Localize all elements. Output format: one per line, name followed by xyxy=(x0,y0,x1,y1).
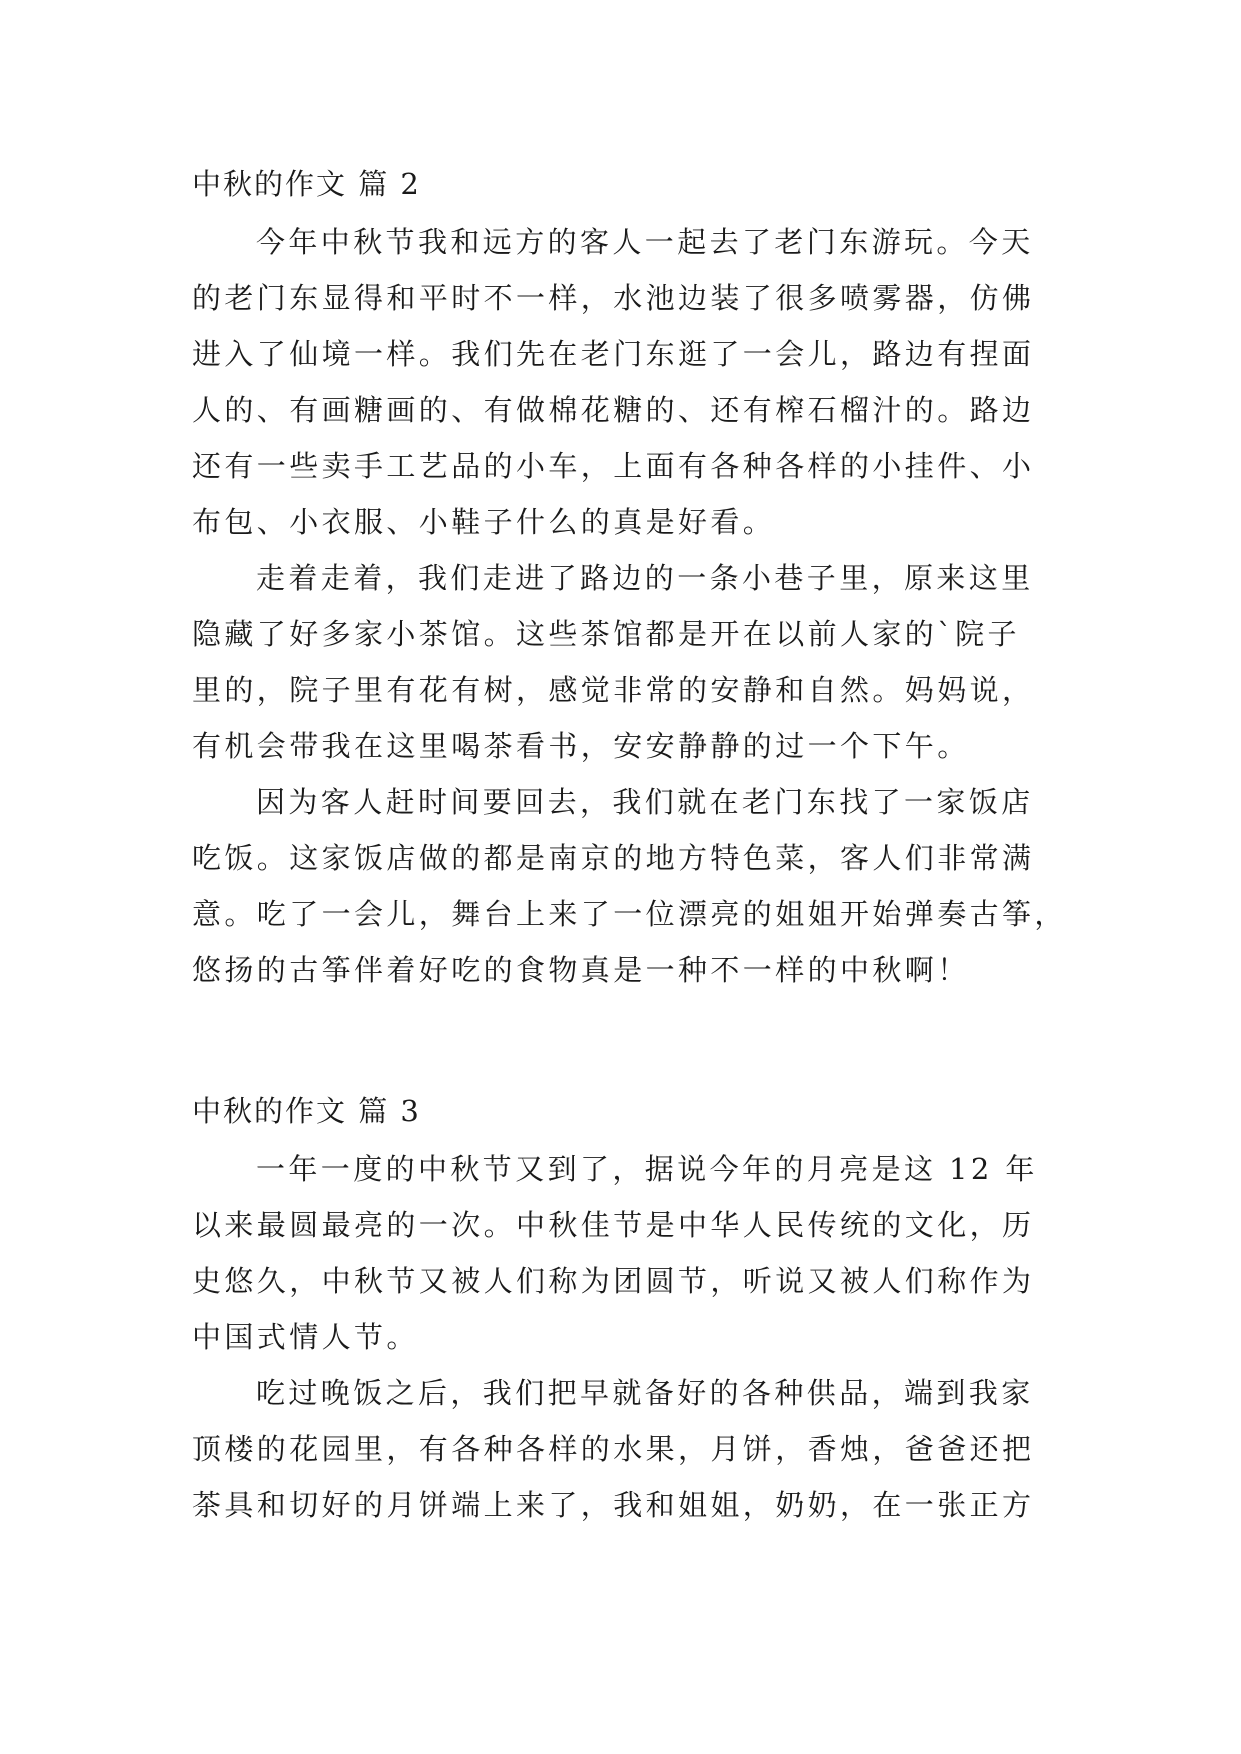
text-line: 以来最圆最亮的一次。中秋佳节是中华人民传统的文化，历 xyxy=(192,1208,1035,1242)
text-line: 走着走着，我们走进了路边的一条小巷子里，原来这里 xyxy=(256,561,1034,595)
text-line: 意。吃了一会儿，舞台上来了一位漂亮的姐姐开始弹奏古筝， xyxy=(192,897,1067,931)
text-line: 里的，院子里有花有树，感觉非常的安静和自然。妈妈说， xyxy=(192,673,1035,707)
text-line: 今年中秋节我和远方的客人一起去了老门东游玩。今天 xyxy=(256,225,1034,259)
text-line: 一年一度的中秋节又到了，据说今年的月亮是这 12 年 xyxy=(256,1152,1038,1186)
text-line: 人的、有画糖画的、有做棉花糖的、还有榨石榴汁的。路边 xyxy=(192,393,1035,427)
text-line: 顶楼的花园里，有各种各样的水果，月饼，香烛，爸爸还把 xyxy=(192,1432,1035,1466)
text-line: 吃过晚饭之后，我们把早就备好的各种供品，端到我家 xyxy=(256,1376,1034,1410)
section-heading: 中秋的作文 篇 3 xyxy=(192,1094,421,1128)
text-line: 隐藏了好多家小茶馆。这些茶馆都是开在以前人家的`院子 xyxy=(192,617,1020,651)
text-line: 进入了仙境一样。我们先在老门东逛了一会儿，路边有捏面 xyxy=(192,337,1035,371)
text-line: 有机会带我在这里喝茶看书，安安静静的过一个下午。 xyxy=(192,729,970,763)
text-line: 的老门东显得和平时不一样，水池边装了很多喷雾器，仿佛 xyxy=(192,281,1035,315)
text-line: 茶具和切好的月饼端上来了，我和姐姐，奶奶，在一张正方 xyxy=(192,1488,1035,1522)
text-line: 因为客人赶时间要回去，我们就在老门东找了一家饭店 xyxy=(256,785,1034,819)
text-line: 悠扬的古筝伴着好吃的食物真是一种不一样的中秋啊！ xyxy=(192,953,970,987)
section-heading: 中秋的作文 篇 2 xyxy=(192,167,421,201)
text-line: 还有一些卖手工艺品的小车，上面有各种各样的小挂件、小 xyxy=(192,449,1035,483)
text-line: 吃饭。这家饭店做的都是南京的地方特色菜，客人们非常满 xyxy=(192,841,1035,875)
text-line: 布包、小衣服、小鞋子什么的真是好看。 xyxy=(192,505,776,539)
text-line: 史悠久，中秋节又被人们称为团圆节，听说又被人们称作为 xyxy=(192,1264,1035,1298)
text-line: 中国式情人节。 xyxy=(192,1320,419,1354)
